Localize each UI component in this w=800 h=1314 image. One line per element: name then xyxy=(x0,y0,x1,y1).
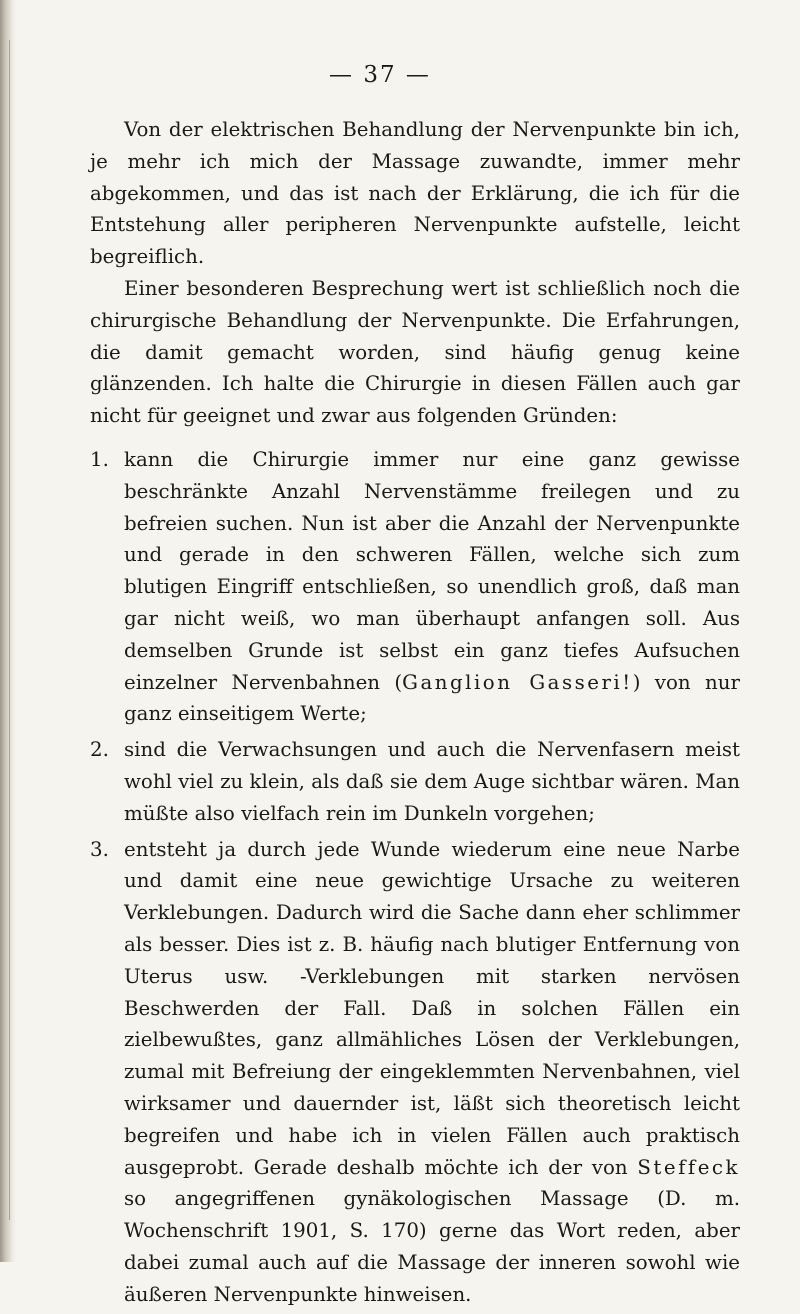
reasons-list xyxy=(90,444,740,1311)
list-item xyxy=(90,734,740,829)
list-item-text: sind die Verwachsungen und auch die Nervenfasern meist wohl viel zu klein, als daß sie dem Auge sichtbar wären. Man müßte also vielfach rein im Dunkeln vorgehen; xyxy=(124,738,740,825)
list-item-text: entsteht ja durch jede Wunde wiederum eine neue Narbe und damit eine neue gewichtige Ursache zu weiteren Verklebungen. Dadurch wird die Sache dann eher schlimmer als besser. Dies ist z. B. häufig nach blutiger Entfernung von Uterus usw. -Verklebungen mit starken nervösen Beschwerden der Fall. Daß in solchen Fällen ein zielbewußtes, ganz allmähliches Lösen der Verklebungen, zumal mit Befreiung der eingeklemmten Nervenbahnen, viel wirksamer und dauernder ist, läßt sich theoretisch leicht begreifen und habe ich in vielen Fällen auch praktisch ausgeprobt. Gerade deshalb möchte ich der von xyxy=(124,837,740,1179)
binding-shadow-line xyxy=(9,40,10,1220)
list-item-text-end: so angegriffenen gynäkologischen Massage (D. m. Wochenschrift 1901, S. 170) gerne das Wort reden, aber dabei zumal auch auf die Massage der inneren sowohl wie äußeren Nervenpunkte hinweisen. xyxy=(124,1187,740,1306)
list-item-emphasis: Ganglion Gasseri! xyxy=(402,670,633,694)
list-item-number: 1. xyxy=(90,447,109,471)
paragraph-electric-treatment: Von der elektrischen Behandlung der Nervenpunkte bin ich, je mehr ich mich der Massage zuwandte, immer mehr abgekommen, und das ist nach der Erklärung, die ich für die Entstehung aller peripheren Nervenpunkte aufstelle, leicht begreiflich. xyxy=(90,118,740,269)
list-item-emphasis: Steffeck xyxy=(637,1155,740,1179)
paragraph-surgical-treatment: Einer besonderen Besprechung wert ist schließlich noch die chirurgische Behandlung der Nervenpunkte. Die Erfahrungen, die damit gemacht worden, sind häufig genug keine glänzenden. Ich halte die Chirurgie in diesen Fällen auch gar nicht für geeignet und zwar aus folgenden Gründen: xyxy=(90,276,740,428)
list-item-text: kann die Chirurgie immer nur eine ganz gewisse beschränkte Anzahl Nervenstämme freilegen und zu befreien suchen. Nun ist aber die Anzahl der Nervenpunkte und gerade in den schweren Fällen, welche sich zum blutigen Eingriff entschließen, so unendlich groß, daß man gar nicht weiß, wo man überhaupt anfangen soll. Aus demselben Grunde ist selbst ein ganz tiefes Aufsuchen einzelner Nervenbahnen ( xyxy=(124,447,740,694)
list-item-text-end: ) von nur ganz einseitigem Werte; xyxy=(124,670,740,726)
list-item xyxy=(90,834,740,1311)
page-binding-edge xyxy=(0,0,16,1262)
page-text xyxy=(90,114,740,1314)
list-item-number: 2. xyxy=(90,738,109,762)
list-item-number: 3. xyxy=(90,837,109,861)
page-number: — 37 — xyxy=(329,62,431,88)
list-item xyxy=(90,444,740,730)
